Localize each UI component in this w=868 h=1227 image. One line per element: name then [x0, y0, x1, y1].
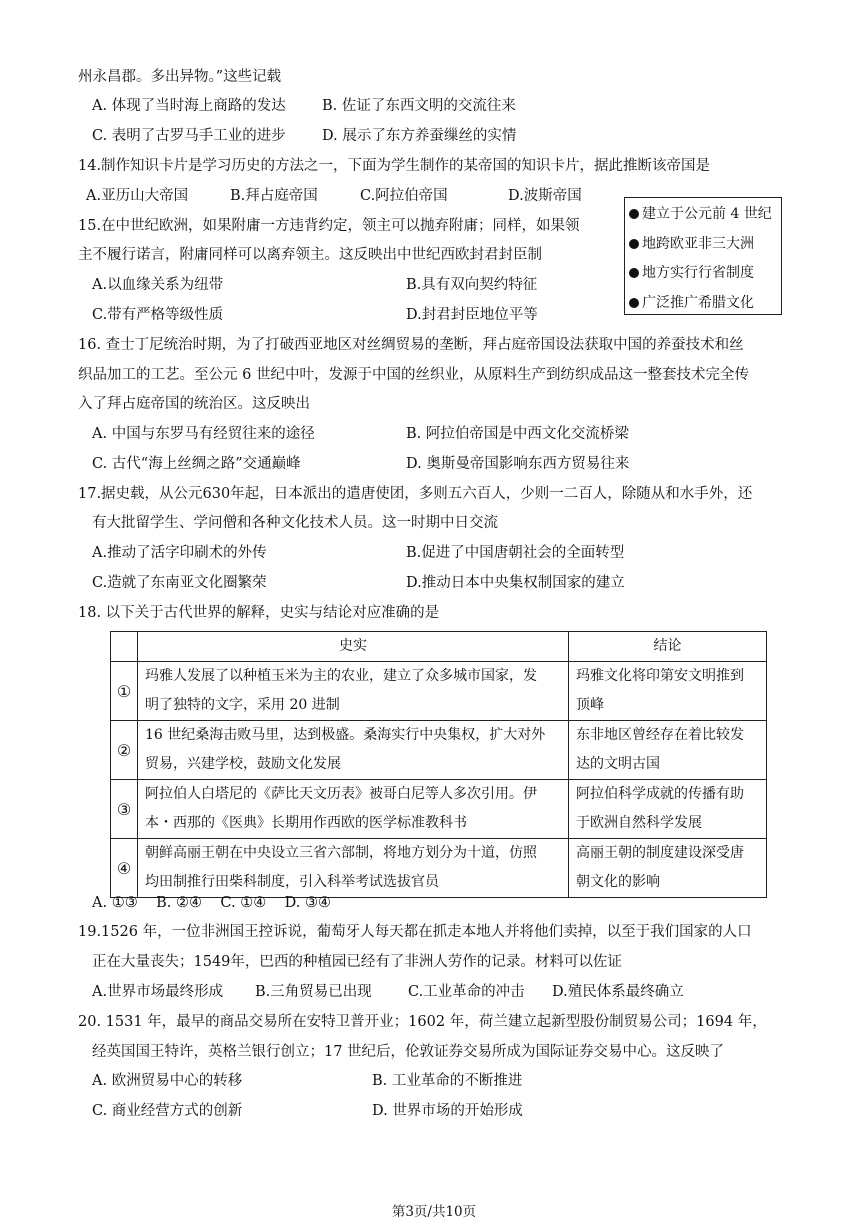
question-20-cont: 经英国国王特许，英格兰银行创立；17 世纪后，伦敦证券交易所成为国际证券交易中心。这反映了 [92, 1044, 725, 1060]
q20-option-d: D. 世界市场的开始形成 [372, 1103, 523, 1119]
bullet-icon [629, 268, 639, 278]
text-line: 州永昌郡。多出异物。”这些记载 [78, 69, 282, 85]
q14-option-c: C.阿拉伯帝国 [360, 188, 448, 204]
table-header [111, 632, 138, 662]
q17-option-c: C.造就了东南亚文化圈繁荣 [92, 575, 267, 591]
row-number: ④ [111, 839, 138, 898]
q16-option-d: D. 奥斯曼帝国影响东西方贸易往来 [406, 456, 630, 472]
q17-option-a: A.推动了活字印刷术的外传 [92, 545, 267, 561]
row-number: ① [111, 662, 138, 721]
q15-option-a: A.以血缘关系为纽带 [92, 277, 224, 293]
q20-option-a: A. 欧洲贸易中心的转移 [92, 1073, 243, 1089]
q14-option-b: B.拜占庭帝国 [230, 188, 318, 204]
bullet-icon [629, 239, 639, 249]
question-19: 19.1526 年，一位非洲国王控诉说，葡萄牙人每天都在抓走本地人并将他们卖掉，以至于我们国家的人口 [78, 924, 752, 940]
question-14: 14.制作知识卡片是学习历史的方法之一，下面为学生制作的某帝国的知识卡片，据此推断该帝国是 [78, 158, 711, 174]
q15-option-c: C.带有严格等级性质 [92, 307, 224, 323]
q16-option-c: C. 古代“海上丝绸之路”交通巅峰 [92, 456, 301, 472]
table-header: 史实 [138, 632, 569, 662]
card-item: 地跨欧亚非三大洲 [629, 230, 781, 260]
table-row [111, 662, 767, 721]
q16-option-a: A. 中国与东罗马有经贸往来的途径 [92, 426, 315, 442]
table-header: 结论 [569, 632, 767, 662]
fact-cell: 朝鲜高丽王朝在中央设立三省六部制，将地方划分为十道，仿照 均田制推行田柴科制度，引入科举考试选拔官员 [138, 839, 569, 898]
fact-cell: 16 世纪桑海击败马里，达到极盛。桑海实行中央集权，扩大对外 贸易，兴建学校，鼓励文化发展 [138, 721, 569, 780]
conclusion-cell: 玛雅文化将印第安文明推到 顶峰 [569, 662, 767, 721]
row-number: ③ [111, 780, 138, 839]
question-17-cont: 有大批留学生、学问僧和各种文化技术人员。这一时期中日交流 [92, 515, 498, 531]
table-row [111, 780, 767, 839]
conclusion-cell: 高丽王朝的制度建设深受唐 朝文化的影响 [569, 839, 767, 898]
q18-options: A. ①③ B. ②④ C. ①④ D. ③④ [92, 895, 331, 911]
question-19-cont: 正在大量丧失；1549年，巴西的种植园已经有了非洲人劳作的记录。材料可以佐证 [92, 954, 622, 970]
q17-option-d: D.推动日本中央集权制国家的建立 [406, 575, 625, 591]
table-row [111, 839, 767, 898]
table-row [111, 721, 767, 780]
question-15-cont: 主不履行诺言，附庸同样可以离弃领主。这反映出中世纪西欧封君封臣制 [78, 247, 542, 263]
question-16: 16. 查士丁尼统治时期，为了打破西亚地区对丝绸贸易的垄断，拜占庭帝国设法获取中国的养蚕技术和丝 [78, 337, 744, 353]
history-table [110, 631, 767, 898]
q17-option-b: B.促进了中国唐朝社会的全面转型 [406, 545, 625, 561]
table-header-row [111, 632, 767, 662]
knowledge-card [624, 197, 782, 315]
bullet-icon [629, 209, 639, 219]
q19-option-a: A.世界市场最终形成 [92, 984, 224, 1000]
question-17: 17.据史载，从公元630年起，日本派出的遣唐使团，多则五六百人，少则一二百人，除随从和水手外，还 [78, 486, 753, 502]
q19-option-b: B.三角贸易已出现 [255, 984, 372, 1000]
q16-option-b: B. 阿拉伯帝国是中西文化交流桥梁 [406, 426, 629, 442]
question-16-cont: 入了拜占庭帝国的统治区。这反映出 [78, 396, 310, 412]
q15-option-b: B.具有双向契约特征 [406, 277, 538, 293]
q15-option-d: D.封君封臣地位平等 [406, 307, 538, 323]
row-number: ② [111, 721, 138, 780]
option-a: A. 体现了当时海上商路的发达 [92, 98, 286, 114]
q19-option-c: C.工业革命的冲击 [408, 984, 525, 1000]
question-15: 15.在中世纪欧洲，如果附庸一方违背约定，领主可以抛弃附庸；同样，如果领 [78, 218, 580, 234]
question-18: 18. 以下关于古代世界的解释，史实与结论对应准确的是 [78, 605, 440, 621]
card-item: 建立于公元前 4 世纪 [629, 200, 781, 230]
fact-cell: 玛雅人发展了以种植玉米为主的农业，建立了众多城市国家，发 明了独特的文字，采用 20 进制 [138, 662, 569, 721]
q14-option-a: A.亚历山大帝国 [86, 188, 189, 204]
card-item: 广泛推广希腊文化 [629, 289, 781, 319]
fact-cell: 阿拉伯人白塔尼的《萨比天文历表》被哥白尼等人多次引用。伊 本・西那的《医典》长期用作西欧的医学标准教科书 [138, 780, 569, 839]
option-c: C. 表明了古罗马手工业的进步 [92, 128, 286, 144]
q14-option-d: D.波斯帝国 [508, 188, 582, 204]
question-20: 20. 1531 年，最早的商品交易所在安特卫普开业；1602 年，荷兰建立起新型股份制贸易公司；1694 年， [78, 1014, 767, 1030]
card-item: 地方实行行省制度 [629, 259, 781, 289]
conclusion-cell: 东非地区曾经存在着比较发 达的文明古国 [569, 721, 767, 780]
conclusion-cell: 阿拉伯科学成就的传播有助 于欧洲自然科学发展 [569, 780, 767, 839]
q20-option-b: B. 工业革命的不断推进 [372, 1073, 523, 1089]
q20-option-c: C. 商业经营方式的创新 [92, 1103, 243, 1119]
page-number: 第3页/共10页 [391, 1204, 477, 1220]
q19-option-d: D.殖民体系最终确立 [552, 984, 684, 1000]
option-b: B. 佐证了东西文明的交流往来 [322, 98, 516, 114]
bullet-icon [629, 298, 639, 308]
question-16-cont: 织品加工的工艺。至公元 6 世纪中叶，发源于中国的丝织业，从原料生产到纺织成品这一整套技术完全传 [78, 367, 749, 383]
option-d: D. 展示了东方养蚕缫丝的实情 [322, 128, 517, 144]
